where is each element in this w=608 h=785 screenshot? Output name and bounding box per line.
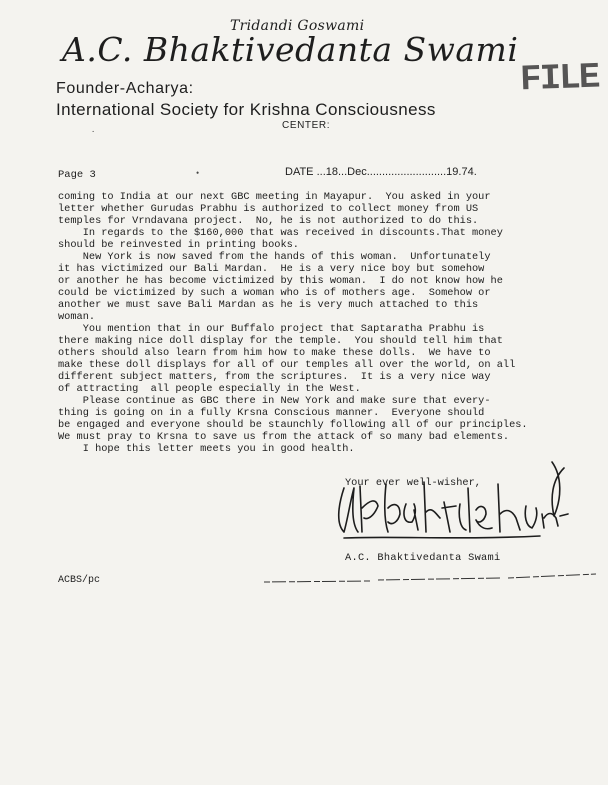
bottom-rule xyxy=(260,568,600,592)
letterhead-society: International Society for Krishna Consciousness xyxy=(56,100,436,119)
body-line: there making nice doll display for the temple. You should tell him that xyxy=(58,335,503,347)
closing-line: Your ever well-wisher, xyxy=(345,477,481,489)
body-line: We must pray to Krsna to save us from the attack of so many bad elements. xyxy=(58,431,510,443)
letter-body xyxy=(58,191,578,455)
body-line: woman. xyxy=(58,311,96,323)
typist-initials: ACBS/pc xyxy=(58,575,101,586)
letterhead-role: Founder-Acharya: xyxy=(56,80,194,97)
page-number: Page 3 xyxy=(58,169,96,181)
body-line: coming to India at our next GBC meeting in Mayapur. You asked in your xyxy=(58,191,491,203)
body-line: make these doll displays for all of our temples all over the world, on all xyxy=(58,359,516,371)
file-stamp: FILE xyxy=(519,56,600,101)
letterhead-small-title: Tridandi Goswami xyxy=(230,18,365,34)
body-line: In regards to the $160,000 that was received in discounts.That money xyxy=(58,227,503,239)
body-line: Please continue as GBC there in New York and make sure that every- xyxy=(58,395,491,407)
body-line: You mention that in our Buffalo project that Saptaratha Prabhu is xyxy=(58,323,485,335)
body-line: or another he has become victimized by this woman. I do not know how he xyxy=(58,275,503,287)
body-line: thing is going on in a fully Krsna Conscious manner. Everyone should xyxy=(58,407,485,419)
signature-name: A.C. Bhaktivedanta Swami xyxy=(345,552,501,564)
letterhead-center: CENTER: xyxy=(282,120,331,131)
body-line: temples for Vrndavana project. No, he is not authorized to do this. xyxy=(58,215,479,227)
date-line: DATE ...18...Dec..........................19.74. xyxy=(285,166,477,178)
body-line: of attracting all people especially in the West. xyxy=(58,383,361,395)
body-line: I hope this letter meets you in good health. xyxy=(58,443,355,455)
body-line: should be reinvested in printing books. xyxy=(58,239,299,251)
letterhead-name: A.C. Bhaktivedanta Swami xyxy=(62,30,519,69)
body-line: letter whether Gurudas Prabhu is authorized to collect money from US xyxy=(58,203,479,215)
body-line: another we must save Bali Mardan as he is very much attached to this xyxy=(58,299,479,311)
body-line: be engaged and everyone should be staunchly following all of our principles. xyxy=(58,419,528,431)
body-line: others should also learn from him how to make these dolls. We have to xyxy=(58,347,491,359)
letterhead-speck: . xyxy=(92,124,95,134)
body-line: could be victimized by such a woman who is of mothers age. Somehow or xyxy=(58,287,491,299)
body-line: it has victimized our Bali Mardan. He is a very nice boy but somehow xyxy=(58,263,485,275)
body-line: New York is now saved from the hands of this woman. Unfortunately xyxy=(58,251,491,263)
handwritten-signature xyxy=(330,458,580,553)
header-speck: • xyxy=(196,168,200,178)
body-line: different subject matters, from the scriptures. It is a very nice way xyxy=(58,371,491,383)
